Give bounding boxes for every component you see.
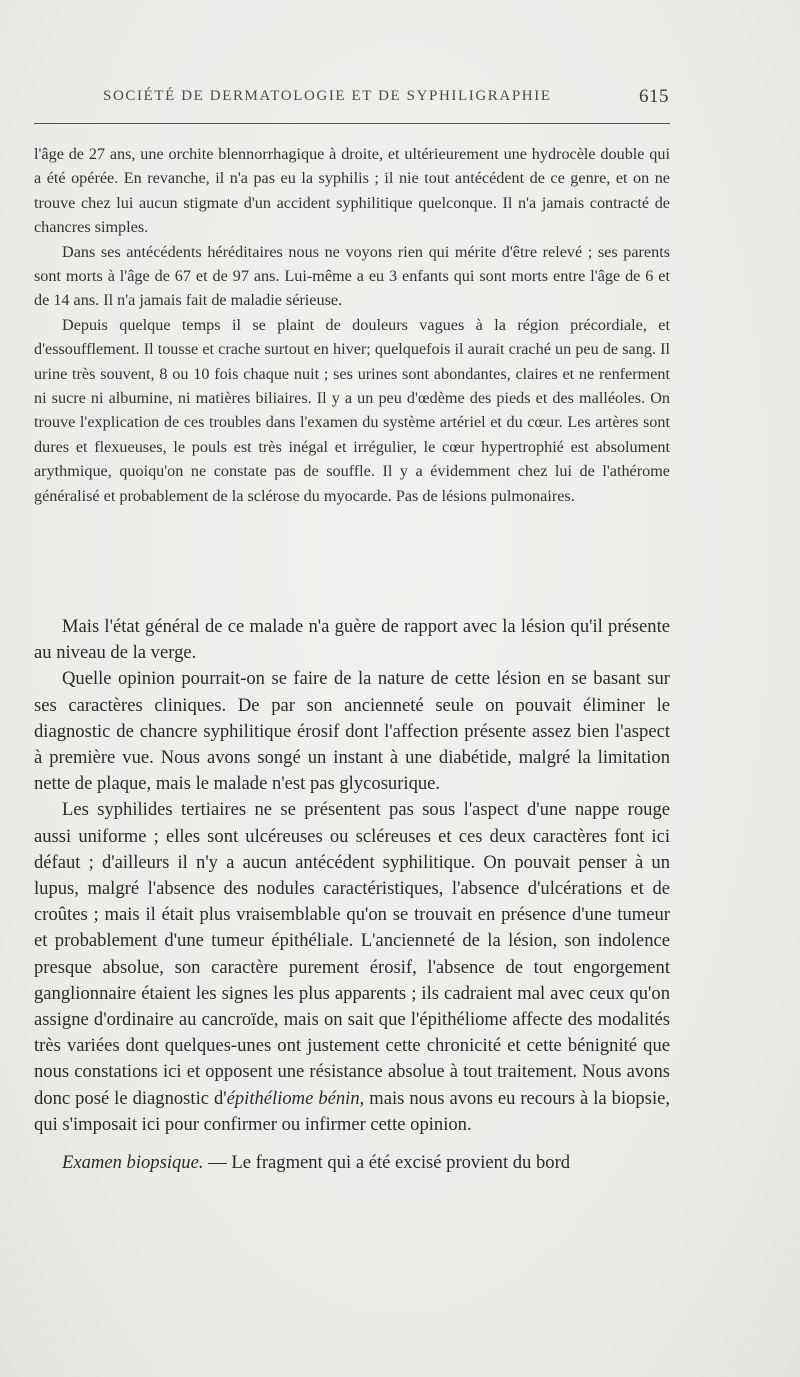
paragraph-biopsy [34, 1150, 670, 1176]
paragraph-heredity [34, 240, 670, 313]
paragraph-differential-diagnosis [34, 797, 670, 1138]
paragraph-1-text: l'âge de 27 ans, une orchite blennorrhagique à droite, et ultérieurement une hydrocèle double qui a été opérée. En revanche, il n'a pas eu la syphilis ; il nie tout antécédent de ce genre, et on ne trouve chez lui aucun stigmate d'un accident syphilitique quelconque. Il n'a jamais contracté de chancres simples. [34, 145, 670, 237]
paragraph-7-text: — Le fragment qui a été excisé provient du bord [203, 1152, 571, 1174]
paragraph-2-text: Dans ses antécédents héréditaires nous ne voyons rien qui mérite d'être relevé ; ses parents sont morts à l'âge de 67 et de 97 ans. Lui-même a eu 3 enfants qui sont morts entre l'âge de 6 et de 14 ans. Il n'a jamais fait de maladie sérieuse. [34, 242, 670, 310]
small-text-block [34, 142, 670, 508]
running-head: SOCIÉTÉ DE DERMATOLOGIE ET DE SYPHILIGRAPHIE [103, 88, 552, 104]
paragraph-3-text: Depuis quelque temps il se plaint de douleurs vagues à la région précordiale, et d'essoufflement. Il tousse et crache surtout en hiver; quelquefois il aurait craché un peu de sang. Il urine très souvent, 8 ou 10 fois chaque nuit ; ses urines sont abondantes, claires et ne renferment ni sucre ni albumine, ni matières biliaires. Il y a un peu d'œdème des pieds et des malléoles. On trouve l'explication de ces troubles dans l'examen du système artériel et du cœur. Les artères sont dures et flexueuses, le pouls est très inégal et irrégulier, le cœur hypertrophié est absolument arythmique, quoiqu'on ne constate pas de souffle. Il y a évidemment chez lui de l'athérome généralisé et probablement de la sclérose du myocarde. Pas de lésions pulmonaires. [34, 315, 670, 505]
paragraph-6-text-b: , mais nous avons eu recours à la biopsie, qui s'imposait ici pour confirmer ou infirmer cette opinion. [34, 1087, 671, 1135]
paragraph-clinical-opinion [34, 666, 670, 797]
paragraph-general-state [34, 614, 670, 666]
paragraph-symptoms [34, 313, 670, 508]
biopsy-heading: Examen biopsique. [62, 1152, 204, 1174]
large-text-block [34, 614, 670, 1176]
diagnosis-term: épithéliome bénin [226, 1087, 360, 1109]
paragraph-continuation [34, 142, 670, 240]
paragraph-6-text-a: Les syphilides tertiaires ne se présentent pas sous l'aspect d'une nappe rouge aussi uniforme ; elles sont ulcéreuses ou scléreuses et ces deux caractères font ici défaut ; d'ailleurs il n'y a aucun antécédent syphilitique. On pouvait penser à un lupus, malgré l'absence des nodules caractéristiques, l'absence d'ulcérations et de croûtes ; mais il était plus vraisemblable qu'on se trouvait en présence d'une tumeur et probablement d'une tumeur épithéliale. L'ancienneté de la lésion, son indolence presque absolue, son caractère purement érosif, l'absence de tout engorgement ganglionnaire étaient les signes les plus apparents ; ils cadraient mal avec ceux qu'on assigne d'ordinaire au cancroïde, mais on sait que l'épithéliome affecte des modalités très variées dont quelques-unes ont justement cette chronicité et cette bénignité que nous constations ici et opposent une résistance absolue à tout traitement. Nous avons donc posé le diagnostic d' [34, 799, 670, 1109]
paragraph-4-text: Mais l'état général de ce malade n'a guère de rapport avec la lésion qu'il présente au niveau de la verge. [34, 616, 670, 664]
page-number: 615 [639, 86, 669, 107]
paragraph-5-text: Quelle opinion pourrait-on se faire de la nature de cette lésion en se basant sur ses caractères cliniques. De par son ancienneté seule on pouvait éliminer le diagnostic de chancre syphilitique érosif dont l'affection présente assez bien l'aspect à première vue. Nous avons songé un instant à une diabétide, malgré la limitation nette de plaque, mais le malade n'est pas glycosurique. [34, 668, 670, 795]
header-rule [34, 123, 670, 124]
page-header [103, 88, 669, 114]
